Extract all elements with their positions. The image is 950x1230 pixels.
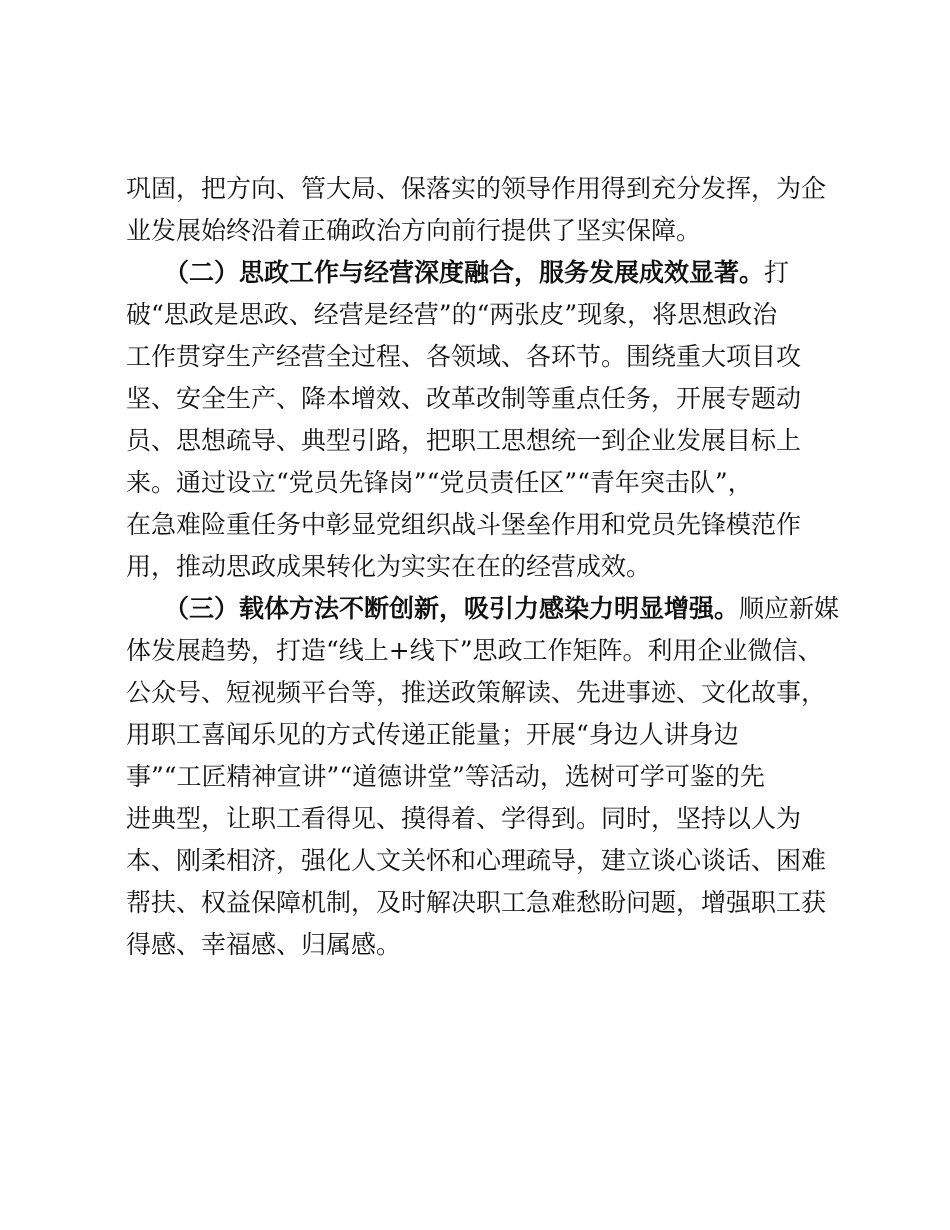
- paragraph-line: 本、刚柔相济，强化人文关怀和心理疏导，建立谈心谈话、困难: [126, 846, 827, 875]
- paragraph-line: 来。通过设立“党员先锋岗”“党员责任区”“青年突击队”，: [126, 468, 753, 497]
- paragraph-line: 事”“工匠精神宣讲”“道德讲堂”等活动，选树可学可鉴的先: [126, 762, 765, 791]
- paragraph-line: 坚、安全生产、降本增效、改革改制等重点任务，开展专题动: [126, 384, 802, 413]
- paragraph-line: 公众号、短视频平台等，推送政策解读、先进事迹、文化故事，: [126, 678, 827, 707]
- paragraph-line: 业发展始终沿着正确政治方向前行提供了坚实保障。: [126, 216, 702, 245]
- paragraph-line: 员、思想疏导、典型引路，把职工思想统一到企业发展目标上: [126, 426, 802, 455]
- section-heading-3: （三）载体方法不断创新，吸引力感染力明显增强。: [164, 594, 740, 623]
- paragraph-line: 用，推动思政成果转化为实实在在的经营成效。: [126, 552, 652, 581]
- paragraph-first-line: [126, 252, 846, 294]
- document-body: [126, 168, 846, 966]
- paragraph-line: 用职工喜闻乐见的方式传递正能量；开展“身边人讲身边: [126, 720, 739, 749]
- paragraph-line: 得感、幸福感、归属感。: [126, 930, 402, 959]
- paragraph-line: 在急难险重任务中彰显党组织战斗堡垒作用和党员先锋模范作: [126, 510, 802, 539]
- paragraph-line: 巩固，把方向、管大局、保落实的领导作用得到充分发挥，为企: [126, 174, 827, 203]
- paragraph-line: 进典型，让职工看得见、摸得着、学得到。同时，坚持以人为: [126, 804, 802, 833]
- paragraph-text: 顺应新媒: [739, 594, 840, 623]
- paragraph-line: 破“思政是思政、经营是经营”的“两张皮”现象，将思想政治: [126, 300, 778, 329]
- section-heading-2: （二）思政工作与经营深度融合，服务发展成效显著。: [164, 258, 765, 287]
- paragraph-line: 体发展趋势，打造“线上+线下”思政工作矩阵。利用企业微信、: [126, 636, 823, 665]
- paragraph-text: 打: [764, 258, 790, 287]
- paragraph-line: 帮扶、权益保障机制，及时解决职工急难愁盼问题，增强职工获: [126, 888, 827, 917]
- paragraph-first-line: [126, 588, 846, 630]
- paragraph-1: [126, 168, 846, 252]
- paragraph-3: [126, 588, 846, 966]
- paragraph-2: [126, 252, 846, 588]
- paragraph-line: 工作贯穿生产经营全过程、各领域、各环节。围绕重大项目攻: [126, 342, 802, 371]
